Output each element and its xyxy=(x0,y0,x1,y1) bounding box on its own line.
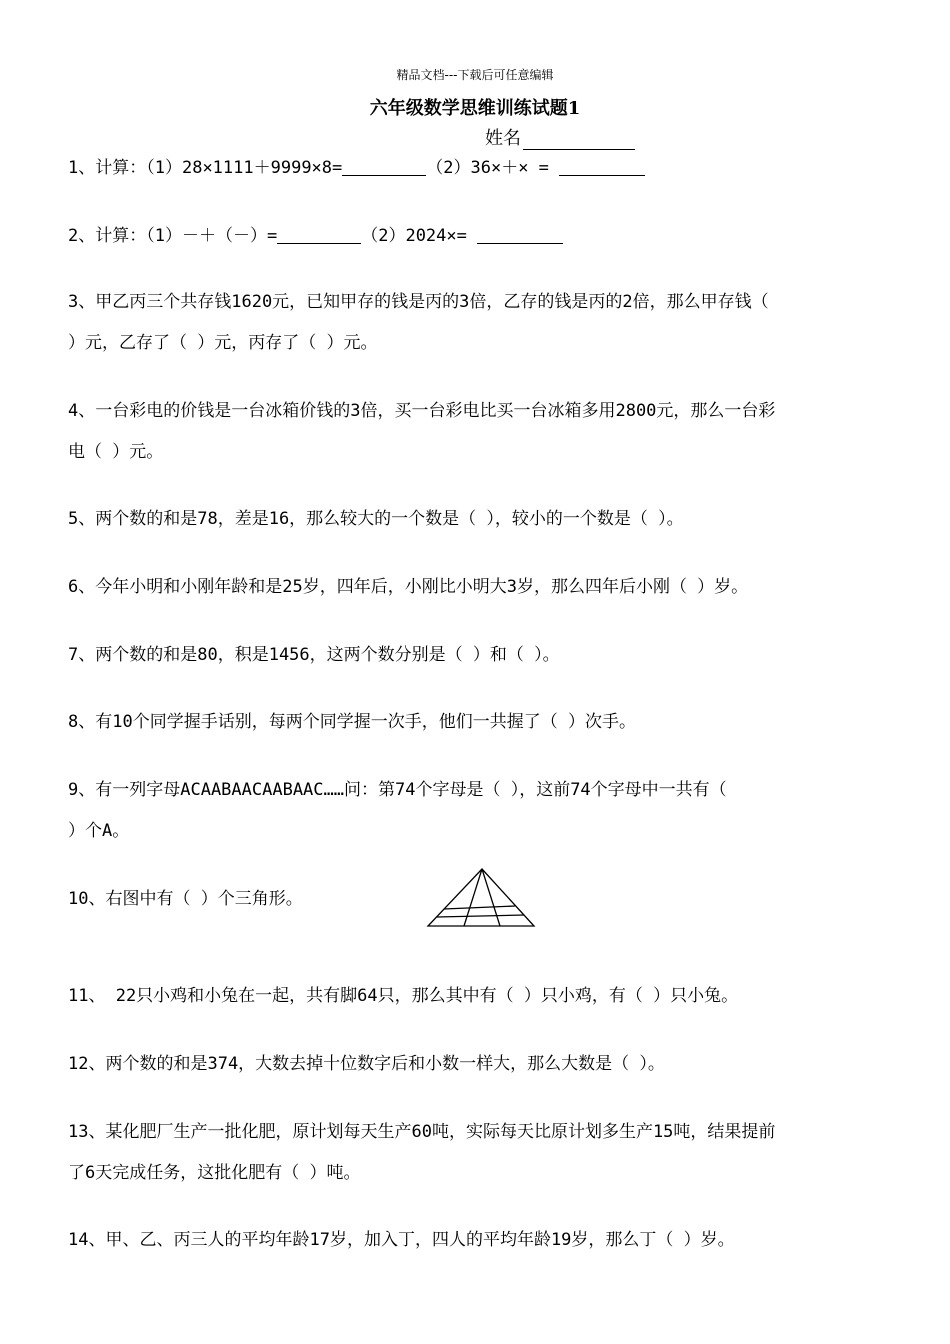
question-3-line-2: ）元，乙存了（ ）元，丙存了（ ）元。 xyxy=(68,333,378,353)
question-2-blank-2[interactable] xyxy=(477,223,563,244)
question-1 xyxy=(68,148,888,189)
question-1-part-2: （2）36×＋× = xyxy=(426,158,560,178)
question-2-part-1: 2、计算：（1）－＋（－）= xyxy=(68,226,278,246)
question-2-part-2: （2）2024×= xyxy=(361,226,478,246)
question-13-line-1: 13、某化肥厂生产一批化肥，原计划每天生产60吨，实际每天比原计划多生产15吨，结果提前 xyxy=(68,1122,776,1142)
question-1-blank-1[interactable] xyxy=(342,155,426,176)
question-1-blank-2[interactable] xyxy=(559,155,645,176)
triangle-figure xyxy=(426,868,538,930)
question-13 xyxy=(68,1112,888,1194)
question-7: 7、两个数的和是80，积是1456，这两个数分别是（ ）和（ ）。 xyxy=(68,645,560,665)
question-12: 12、两个数的和是374，大数去掉十位数字后和小数一样大，那么大数是（ ）。 xyxy=(68,1054,665,1074)
question-13-line-2: 了6天完成任务，这批化肥有（ ）吨。 xyxy=(68,1163,361,1183)
cross-line-2 xyxy=(437,915,524,917)
question-9-line-2: ）个A。 xyxy=(68,821,130,841)
question-8: 8、有10个同学握手话别，每两个同学握一次手，他们一共握了（ ）次手。 xyxy=(68,712,636,732)
name-blank[interactable] xyxy=(523,129,635,150)
question-5: 5、两个数的和是78，差是16，那么较大的一个数是（ ），较小的一个数是（ ）。 xyxy=(68,509,684,529)
name-field xyxy=(485,124,635,150)
question-1-part-1: 1、计算：（1）28×1111＋9999×8= xyxy=(68,158,343,178)
cevian-2 xyxy=(482,869,500,926)
question-4-line-1: 4、一台彩电的价钱是一台冰箱价钱的3倍，买一台彩电比买一台冰箱多用2800元，那么一台彩 xyxy=(68,401,776,421)
question-4 xyxy=(68,391,888,473)
name-label: 姓名 xyxy=(485,128,521,149)
question-2-blank-1[interactable] xyxy=(277,223,361,244)
question-9-line-1: 9、有一列字母ACAABAACAABAAC……问：第74个字母是（ ），这前74个字母中一共有（ xyxy=(68,780,727,800)
question-2 xyxy=(68,216,888,257)
question-3 xyxy=(68,282,888,364)
question-14: 14、甲、乙、丙三人的平均年龄17岁，加入丁，四人的平均年龄19岁，那么丁（ ）岁。 xyxy=(68,1230,735,1250)
question-4-line-2: 电（ ）元。 xyxy=(68,442,164,462)
question-9 xyxy=(68,770,888,852)
header-note: 精品文档---下载后可任意编辑 xyxy=(396,68,554,82)
cross-line-1 xyxy=(444,906,515,909)
question-11: 11、 22只小鸡和小兔在一起，共有脚64只，那么其中有（ ）只小鸡，有（ ）只小兔。 xyxy=(68,986,739,1006)
question-10: 10、右图中有（ ）个三角形。 xyxy=(68,889,303,909)
cevian-1 xyxy=(464,869,482,926)
question-3-line-1: 3、甲乙丙三个共存钱1620元，已知甲存的钱是丙的3倍，乙存的钱是丙的2倍，那么甲存钱（ xyxy=(68,292,769,312)
page-title: 六年级数学思维训练试题1 xyxy=(369,98,581,119)
question-6: 6、今年小明和小刚年龄和是25岁，四年后，小刚比小明大3岁，那么四年后小刚（ ）岁。 xyxy=(68,577,749,597)
